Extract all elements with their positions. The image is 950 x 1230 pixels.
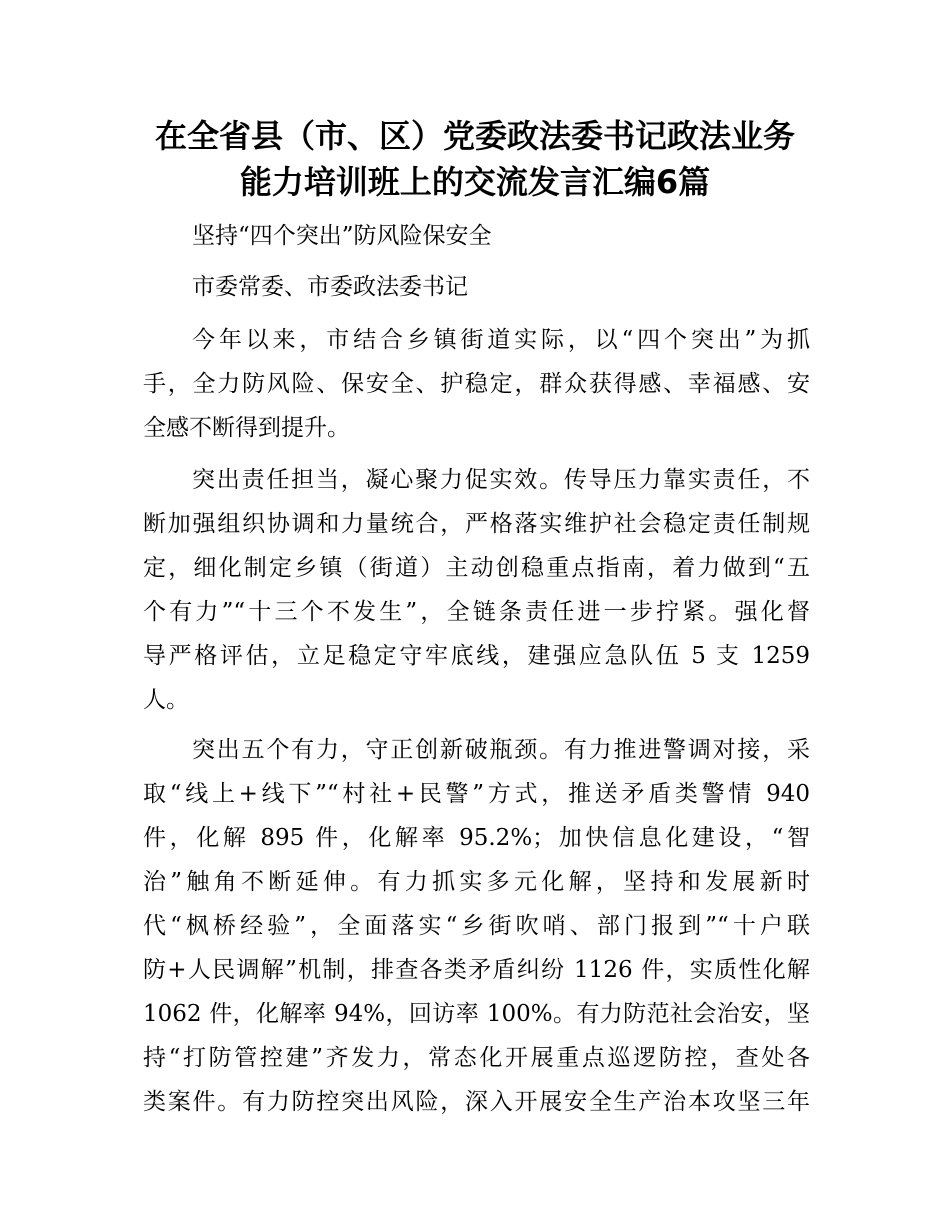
paragraph-line: 断加强组织协调和力量统合，严格落实维护社会稳定责任制规: [143, 511, 810, 537]
paragraph-line: 定，细化制定乡镇（街道）主动创稳重点指南，着力做到“五: [143, 555, 810, 581]
paragraph-line: 人。: [143, 687, 189, 713]
paragraph-line: 治”触角不断延伸。有力抓实多元化解，坚持和发展新时: [143, 869, 810, 895]
paragraph-line: 取“线上+线下”“村社+民警”方式，推送矛盾类警情 940: [143, 781, 810, 807]
paragraph-line: 类案件。有力防控突出风险，深入开展安全生产治本攻坚三年: [143, 1089, 810, 1115]
paragraph-line: 导严格评估，立足稳定守牢底线，建强应急队伍 5 支 1259: [143, 643, 810, 669]
paragraph-line: 持“打防管控建”齐发力，常态化开展重点巡逻防控，查处各: [143, 1045, 810, 1071]
paragraph-line: 突出责任担当，凝心聚力促实效。传导压力靠实责任，不: [192, 467, 810, 493]
document-subtitle: 坚持“四个突出”防风险保安全: [192, 223, 492, 249]
paragraph-line: 手，全力防风险、保安全、护稳定，群众获得感、幸福感、安: [143, 371, 810, 397]
document-author: 市委常委、市委政法委书记: [192, 274, 468, 300]
document-title-line-2: 能力培训班上的交流发言汇编6篇: [239, 163, 711, 201]
paragraph-line: 1062 件，化解率 94%，回访率 100%。有力防范社会治安，坚: [143, 1001, 810, 1027]
paragraph-line: 全感不断得到提升。: [143, 415, 350, 441]
paragraph-line: 今年以来，市结合乡镇街道实际，以“四个突出”为抓: [192, 327, 810, 353]
paragraph-line: 防+人民调解”机制，排查各类矛盾纠纷 1126 件，实质性化解: [143, 957, 810, 983]
paragraph-line: 突出五个有力，守正创新破瓶颈。有力推进警调对接，采: [192, 737, 810, 763]
paragraph-line: 个有力”“十三个不发生”，全链条责任进一步拧紧。强化督: [143, 599, 810, 625]
document-title-line-1: 在全省县（市、区）党委政法委书记政法业务: [154, 117, 795, 155]
paragraph-line: 件，化解 895 件，化解率 95.2%；加快信息化建设，“智: [143, 825, 810, 851]
paragraph-line: 代“枫桥经验”，全面落实“乡街吹哨、部门报到”“十户联: [143, 913, 810, 939]
